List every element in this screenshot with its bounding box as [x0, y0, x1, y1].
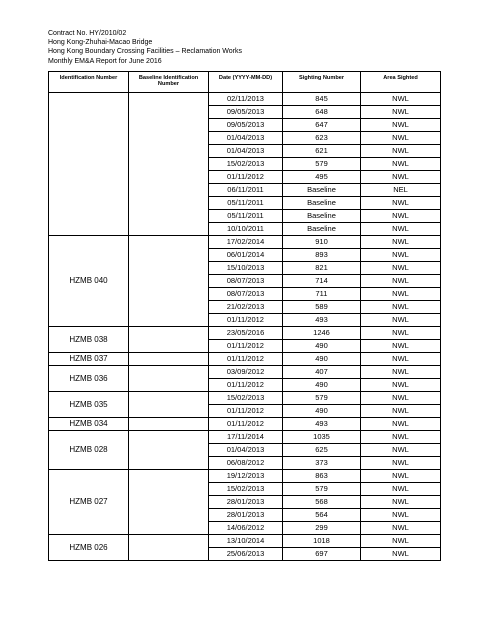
baseline-identification-cell	[129, 431, 209, 470]
col-header-identification-number: Identification Number	[49, 72, 129, 93]
contract-number: Contract No. HY/2010/02	[48, 30, 127, 37]
sighting-number-cell: 714	[283, 275, 361, 288]
sighting-number-cell: 893	[283, 249, 361, 262]
area-sighted-cell: NWL	[361, 366, 441, 379]
date-cell: 06/11/2011	[209, 184, 283, 197]
sighting-number-cell: 648	[283, 106, 361, 119]
date-cell: 14/06/2012	[209, 522, 283, 535]
sighting-number-cell: 299	[283, 522, 361, 535]
col-header-date: Date (YYYY-MM-DD)	[209, 72, 283, 93]
date-cell: 05/11/2011	[209, 197, 283, 210]
area-sighted-cell: NWL	[361, 405, 441, 418]
date-cell: 01/04/2013	[209, 145, 283, 158]
date-cell: 01/11/2012	[209, 379, 283, 392]
date-cell: 01/11/2012	[209, 353, 283, 366]
area-sighted-cell: NWL	[361, 314, 441, 327]
sighting-number-cell: 647	[283, 119, 361, 132]
sighting-number-cell: 579	[283, 392, 361, 405]
date-cell: 21/02/2013	[209, 301, 283, 314]
area-sighted-cell: NWL	[361, 236, 441, 249]
date-cell: 17/11/2014	[209, 431, 283, 444]
identification-number-cell: HZMB 035	[49, 392, 129, 418]
sighting-number-cell: 910	[283, 236, 361, 249]
sighting-number-cell: 495	[283, 171, 361, 184]
table-row	[49, 327, 441, 340]
table-row	[49, 535, 441, 548]
identification-number-cell: HZMB 026	[49, 535, 129, 561]
baseline-identification-cell	[129, 236, 209, 327]
date-cell: 01/11/2012	[209, 340, 283, 353]
area-sighted-cell: NWL	[361, 418, 441, 431]
date-cell: 15/02/2013	[209, 483, 283, 496]
area-sighted-cell: NWL	[361, 483, 441, 496]
area-sighted-cell: NWL	[361, 457, 441, 470]
baseline-identification-cell	[129, 418, 209, 431]
date-cell: 28/01/2013	[209, 509, 283, 522]
area-sighted-cell: NWL	[361, 327, 441, 340]
baseline-identification-cell	[129, 327, 209, 353]
table-row	[49, 366, 441, 379]
area-sighted-cell: NWL	[361, 340, 441, 353]
sighting-number-cell: 579	[283, 158, 361, 171]
baseline-identification-cell	[129, 93, 209, 236]
date-cell: 06/08/2012	[209, 457, 283, 470]
col-header-area-sighted: Area Sighted	[361, 72, 441, 93]
table-row	[49, 236, 441, 249]
sighting-number-cell: 493	[283, 418, 361, 431]
sighting-number-cell: 564	[283, 509, 361, 522]
date-cell: 01/11/2012	[209, 405, 283, 418]
date-cell: 17/02/2014	[209, 236, 283, 249]
date-cell: 05/11/2011	[209, 210, 283, 223]
project-name: Hong Kong-Zhuhai-Macao Bridge	[48, 39, 153, 47]
area-sighted-cell: NWL	[361, 444, 441, 457]
sighting-number-cell: 1018	[283, 535, 361, 548]
area-sighted-cell: NWL	[361, 301, 441, 314]
report-header	[48, 29, 242, 66]
table-row	[49, 93, 441, 106]
date-cell: 08/07/2013	[209, 275, 283, 288]
area-sighted-cell: NWL	[361, 470, 441, 483]
date-cell: 01/11/2012	[209, 171, 283, 184]
sighting-number-cell: 490	[283, 379, 361, 392]
sighting-number-cell: Baseline	[283, 210, 361, 223]
date-cell: 25/06/2013	[209, 548, 283, 561]
table-row	[49, 470, 441, 483]
area-sighted-cell: NWL	[361, 223, 441, 236]
area-sighted-cell: NWL	[361, 275, 441, 288]
area-sighted-cell: NWL	[361, 431, 441, 444]
identification-number-cell: HZMB 036	[49, 366, 129, 392]
sighting-number-cell: 621	[283, 145, 361, 158]
sighting-number-cell: 373	[283, 457, 361, 470]
sighting-number-cell: 623	[283, 132, 361, 145]
table-row	[49, 353, 441, 366]
sighting-number-cell: Baseline	[283, 223, 361, 236]
area-sighted-cell: NWL	[361, 522, 441, 535]
date-cell: 15/02/2013	[209, 392, 283, 405]
report-title: Monthly EM&A Report for June 2016	[48, 57, 162, 65]
baseline-identification-cell	[129, 470, 209, 535]
identification-number-cell: HZMB 034	[49, 418, 129, 431]
area-sighted-cell: NWL	[361, 509, 441, 522]
identification-number-cell: HZMB 037	[49, 353, 129, 366]
area-sighted-cell: NWL	[361, 132, 441, 145]
date-cell: 09/05/2013	[209, 106, 283, 119]
date-cell: 01/11/2012	[209, 314, 283, 327]
area-sighted-cell: NWL	[361, 106, 441, 119]
sighting-number-cell: 821	[283, 262, 361, 275]
date-cell: 06/01/2014	[209, 249, 283, 262]
area-sighted-cell: NWL	[361, 119, 441, 132]
date-cell: 01/11/2012	[209, 418, 283, 431]
table-row	[49, 418, 441, 431]
date-cell: 08/07/2013	[209, 288, 283, 301]
identification-number-cell: HZMB 038	[49, 327, 129, 353]
area-sighted-cell: NWL	[361, 288, 441, 301]
area-sighted-cell: NWL	[361, 496, 441, 509]
identification-number-cell: HZMB 027	[49, 470, 129, 535]
table-body	[49, 93, 441, 561]
sighting-table	[48, 71, 441, 561]
table-row	[49, 392, 441, 405]
area-sighted-cell: NWL	[361, 249, 441, 262]
date-cell: 01/04/2013	[209, 444, 283, 457]
table-row	[49, 431, 441, 444]
baseline-identification-cell	[129, 353, 209, 366]
area-sighted-cell: NWL	[361, 197, 441, 210]
area-sighted-cell: NWL	[361, 158, 441, 171]
date-cell: 15/10/2013	[209, 262, 283, 275]
col-header-sighting-number: Sighting Number	[283, 72, 361, 93]
area-sighted-cell: NWL	[361, 171, 441, 184]
sighting-number-cell: 407	[283, 366, 361, 379]
sighting-number-cell: 625	[283, 444, 361, 457]
sighting-number-cell: 490	[283, 405, 361, 418]
area-sighted-cell: NWL	[361, 145, 441, 158]
date-cell: 03/09/2012	[209, 366, 283, 379]
area-sighted-cell: NWL	[361, 210, 441, 223]
identification-number-cell: HZMB 040	[49, 236, 129, 327]
sighting-number-cell: 845	[283, 93, 361, 106]
sighting-number-cell: 1246	[283, 327, 361, 340]
sighting-number-cell: 490	[283, 353, 361, 366]
col-header-baseline-identification: Baseline Identification Number	[129, 72, 209, 93]
sighting-number-cell: 711	[283, 288, 361, 301]
area-sighted-cell: NWL	[361, 392, 441, 405]
area-sighted-cell: NWL	[361, 379, 441, 392]
area-sighted-cell: NWL	[361, 548, 441, 561]
sighting-number-cell: Baseline	[283, 184, 361, 197]
date-cell: 09/05/2013	[209, 119, 283, 132]
area-sighted-cell: NWL	[361, 93, 441, 106]
baseline-identification-cell	[129, 392, 209, 418]
identification-number-cell	[49, 93, 129, 236]
date-cell: 28/01/2013	[209, 496, 283, 509]
date-cell: 23/05/2016	[209, 327, 283, 340]
baseline-identification-cell	[129, 366, 209, 392]
area-sighted-cell: NEL	[361, 184, 441, 197]
sighting-number-cell: 493	[283, 314, 361, 327]
sighting-number-cell: 589	[283, 301, 361, 314]
date-cell: 19/12/2013	[209, 470, 283, 483]
sighting-number-cell: 490	[283, 340, 361, 353]
identification-number-cell: HZMB 028	[49, 431, 129, 470]
table-header-row	[49, 72, 441, 93]
sighting-number-cell: Baseline	[283, 197, 361, 210]
date-cell: 13/10/2014	[209, 535, 283, 548]
sighting-number-cell: 863	[283, 470, 361, 483]
date-cell: 10/10/2011	[209, 223, 283, 236]
area-sighted-cell: NWL	[361, 353, 441, 366]
works-name: Hong Kong Boundary Crossing Facilities – Reclamation Works	[48, 48, 243, 56]
area-sighted-cell: NWL	[361, 535, 441, 548]
area-sighted-cell: NWL	[361, 262, 441, 275]
date-cell: 15/02/2013	[209, 158, 283, 171]
date-cell: 01/04/2013	[209, 132, 283, 145]
sighting-number-cell: 579	[283, 483, 361, 496]
baseline-identification-cell	[129, 535, 209, 561]
sighting-number-cell: 1035	[283, 431, 361, 444]
date-cell: 02/11/2013	[209, 93, 283, 106]
sighting-number-cell: 697	[283, 548, 361, 561]
sighting-number-cell: 568	[283, 496, 361, 509]
